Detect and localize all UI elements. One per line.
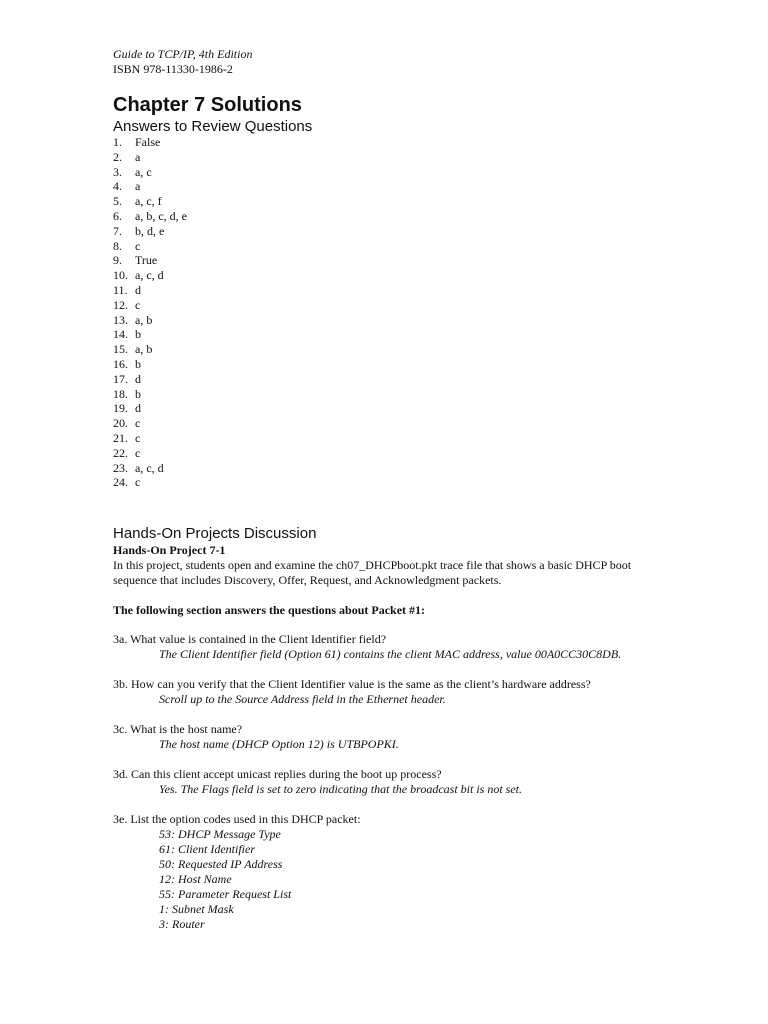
question-text: 3b. How can you verify that the Client Identifier value is the same as the client’s hardware address?: [113, 677, 591, 691]
answer-number: 1.: [113, 135, 122, 149]
answer-value: c: [135, 445, 141, 460]
answer-number: 20.: [113, 416, 128, 431]
answer-text: Scroll up to the Source Address field in the Ethernet header.: [159, 692, 446, 706]
answer-item: [113, 461, 187, 476]
option-code-item: 3: Router: [159, 917, 205, 931]
answer-number: 17.: [113, 371, 128, 386]
answer-value: c: [135, 238, 141, 253]
answer-value: b: [135, 327, 141, 342]
answer-item: [113, 313, 187, 328]
hands-on-heading: Hands-On Projects Discussion: [113, 525, 317, 542]
option-code-item: 12: Host Name: [159, 872, 232, 886]
answer-number: 3.: [113, 164, 122, 179]
answer-value: a: [135, 149, 141, 164]
question-text: 3d. Can this client accept unicast replies during the boot up process?: [113, 767, 442, 781]
answer-value: d: [135, 282, 141, 297]
question-text: 3e. List the option codes used in this DHCP packet:: [113, 812, 361, 826]
answer-value: a, c, f: [135, 194, 162, 209]
answer-item: [113, 179, 187, 194]
answer-item: [113, 401, 187, 416]
answer-value: True: [135, 253, 158, 268]
answer-item: [113, 431, 187, 446]
isbn: ISBN 978-11330-1986-2: [113, 62, 233, 76]
option-code-item: 50: Requested IP Address: [159, 857, 283, 871]
answer-value: False: [135, 135, 161, 149]
answer-item: [113, 283, 187, 298]
book-title: Guide to TCP/IP, 4th Edition: [113, 47, 253, 61]
answer-value: c: [135, 297, 141, 312]
question-text: 3a. What value is contained in the Client Identifier field?: [113, 632, 387, 646]
answer-value: a, c: [135, 164, 152, 179]
answer-value: a, b, c, d, e: [135, 208, 187, 223]
answer-value: c: [135, 475, 141, 490]
answer-value: b: [135, 356, 141, 371]
answer-item: [113, 372, 187, 387]
answer-value: a: [135, 179, 141, 194]
answer-value: c: [135, 416, 141, 431]
answer-item: [113, 475, 187, 490]
answer-value: a, c, d: [135, 268, 164, 283]
answer-value: a, c, d: [135, 460, 164, 475]
answer-item: [113, 342, 187, 357]
answer-item: [113, 135, 187, 150]
answer-number: 10.: [113, 268, 128, 283]
answer-item: [113, 194, 187, 209]
answer-text: The host name (DHCP Option 12) is UTBPOPKI.: [159, 737, 399, 751]
answer-value: b: [135, 386, 141, 401]
answer-number: 19.: [113, 401, 128, 416]
answer-number: 18.: [113, 386, 128, 401]
option-code-item: 61: Client Identifier: [159, 842, 255, 856]
answer-text: The Client Identifier field (Option 61) contains the client MAC address, value 00A0CC30C8DB.: [159, 647, 622, 661]
answer-number: 14.: [113, 327, 128, 342]
answer-number: 11.: [113, 282, 128, 297]
answer-item: [113, 327, 187, 342]
answer-item: [113, 298, 187, 313]
answer-item: [113, 253, 187, 268]
question-3b: [113, 677, 591, 707]
answer-number: 6.: [113, 208, 122, 223]
answer-item: [113, 357, 187, 372]
answer-value: d: [135, 401, 141, 416]
option-code-item: 53: DHCP Message Type: [159, 827, 281, 841]
answer-number: 13.: [113, 312, 128, 327]
answer-number: 9.: [113, 253, 122, 268]
question-3c: [113, 722, 399, 752]
answer-item: [113, 239, 187, 254]
option-code-item: 55: Parameter Request List: [159, 887, 292, 901]
question-3d: [113, 767, 522, 797]
review-answers-list: [113, 135, 187, 490]
answer-value: a, b: [135, 342, 153, 357]
question-3e: [113, 812, 361, 932]
answer-number: 22.: [113, 445, 128, 460]
answer-number: 24.: [113, 475, 128, 490]
answer-item: [113, 224, 187, 239]
review-answers-heading: Answers to Review Questions: [113, 118, 313, 135]
answer-number: 4.: [113, 179, 122, 194]
project-intro: In this project, students open and examine the ch07_DHCPboot.pkt trace file that shows a basic DHCP boot sequence that includes Discovery, Offer, Request, and Acknowledgment packets.: [113, 558, 632, 587]
answer-number: 7.: [113, 223, 122, 238]
answer-number: 12.: [113, 297, 128, 312]
answer-value: c: [135, 430, 141, 445]
answer-item: [113, 446, 187, 461]
project-title: Hands-On Project 7-1: [113, 543, 226, 557]
answer-number: 16.: [113, 356, 128, 371]
packet-section-title: The following section answers the questions about Packet #1:: [113, 603, 426, 617]
answer-value: a, b: [135, 312, 153, 327]
answer-number: 15.: [113, 342, 128, 357]
answer-number: 8.: [113, 238, 122, 253]
question-3a: [113, 632, 621, 662]
option-code-item: 1: Subnet Mask: [159, 902, 234, 916]
answer-number: 5.: [113, 194, 122, 209]
answer-item: [113, 209, 187, 224]
answer-value: d: [135, 371, 141, 386]
chapter-title: Chapter 7 Solutions: [113, 94, 302, 116]
answer-number: 2.: [113, 149, 122, 164]
answer-number: 23.: [113, 460, 128, 475]
answer-item: [113, 165, 187, 180]
question-text: 3c. What is the host name?: [113, 722, 243, 736]
answer-item: [113, 150, 187, 165]
answer-item: [113, 268, 187, 283]
option-code-list: [113, 827, 361, 932]
answer-item: [113, 387, 187, 402]
answer-text: Yes. The Flags field is set to zero indicating that the broadcast bit is not set.: [159, 782, 522, 796]
answer-value: b, d, e: [135, 223, 165, 238]
answer-number: 21.: [113, 430, 128, 445]
answer-item: [113, 416, 187, 431]
